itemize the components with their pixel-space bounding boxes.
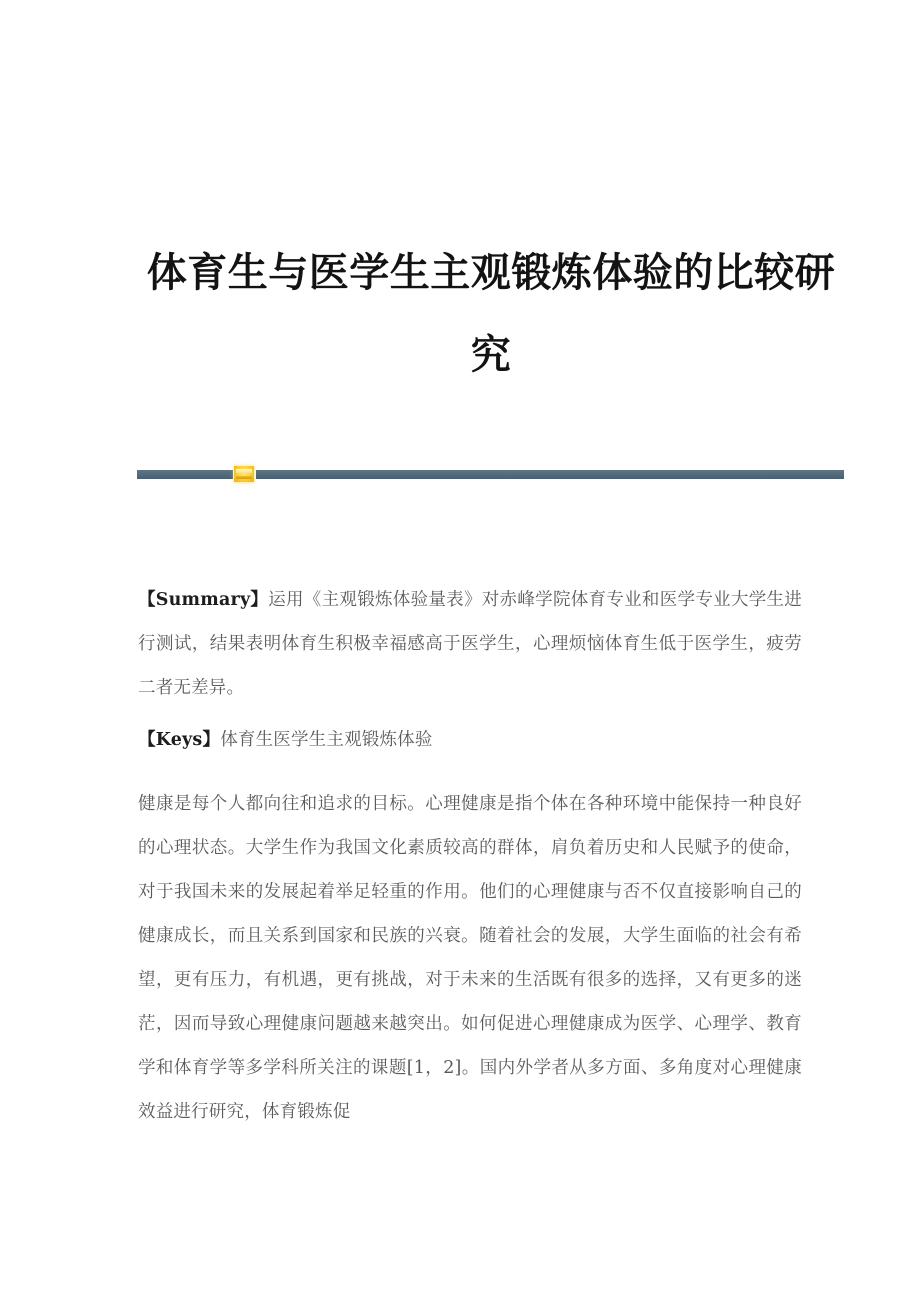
page-title xyxy=(137,232,845,396)
keywords-label: 【Keys】 xyxy=(138,729,221,750)
divider-bar-right xyxy=(256,470,844,479)
abstract-text: 运用《主观锻炼体验量表》对赤峰学院体育专业和医学专业大学生进行测试，结果表明体育生积极幸福感高于医学生，心理烦恼体育生低于医学生，疲劳二者无差异。 xyxy=(138,589,802,698)
body-paragraph xyxy=(138,782,802,1134)
title-divider-ornament xyxy=(137,466,844,482)
page-title-line-1: 体育生与医学生主观锻炼体验的比较研 xyxy=(146,248,836,296)
gem-icon xyxy=(234,466,254,482)
keywords-paragraph xyxy=(138,718,802,762)
divider-bar-left xyxy=(137,470,233,479)
keywords-text: 体育生医学生主观锻炼体验 xyxy=(220,729,433,750)
page-title-line-2: 究 xyxy=(470,330,512,378)
body-paragraph-text: 健康是每个人都向往和追求的目标。心理健康是指个体在各种环境中能保持一种良好的心理状态。大学生作为我国文化素质较高的群体，肩负着历史和人民赋予的使命，对于我国未来的发展起着举足轻重的作用。他们的心理健康与否不仅直接影响自己的健康成长，而且关系到国家和民族的兴衰。随着社会的发展，大学生面临的社会有希望，更有压力，有机遇，更有挑战，对于未来的生活既有很多的选择，又有更多的迷茫，因而导致心理健康问题越来越突出。如何促进心理健康成为医学、心理学、教育学和体育学等多学科所关注的课题[1，2]。国内外学者从多方面、多角度对心理健康效益进行研究，体育锻炼促 xyxy=(138,793,802,1122)
abstract-paragraph xyxy=(138,578,802,710)
abstract-label: 【Summary】 xyxy=(138,589,269,610)
